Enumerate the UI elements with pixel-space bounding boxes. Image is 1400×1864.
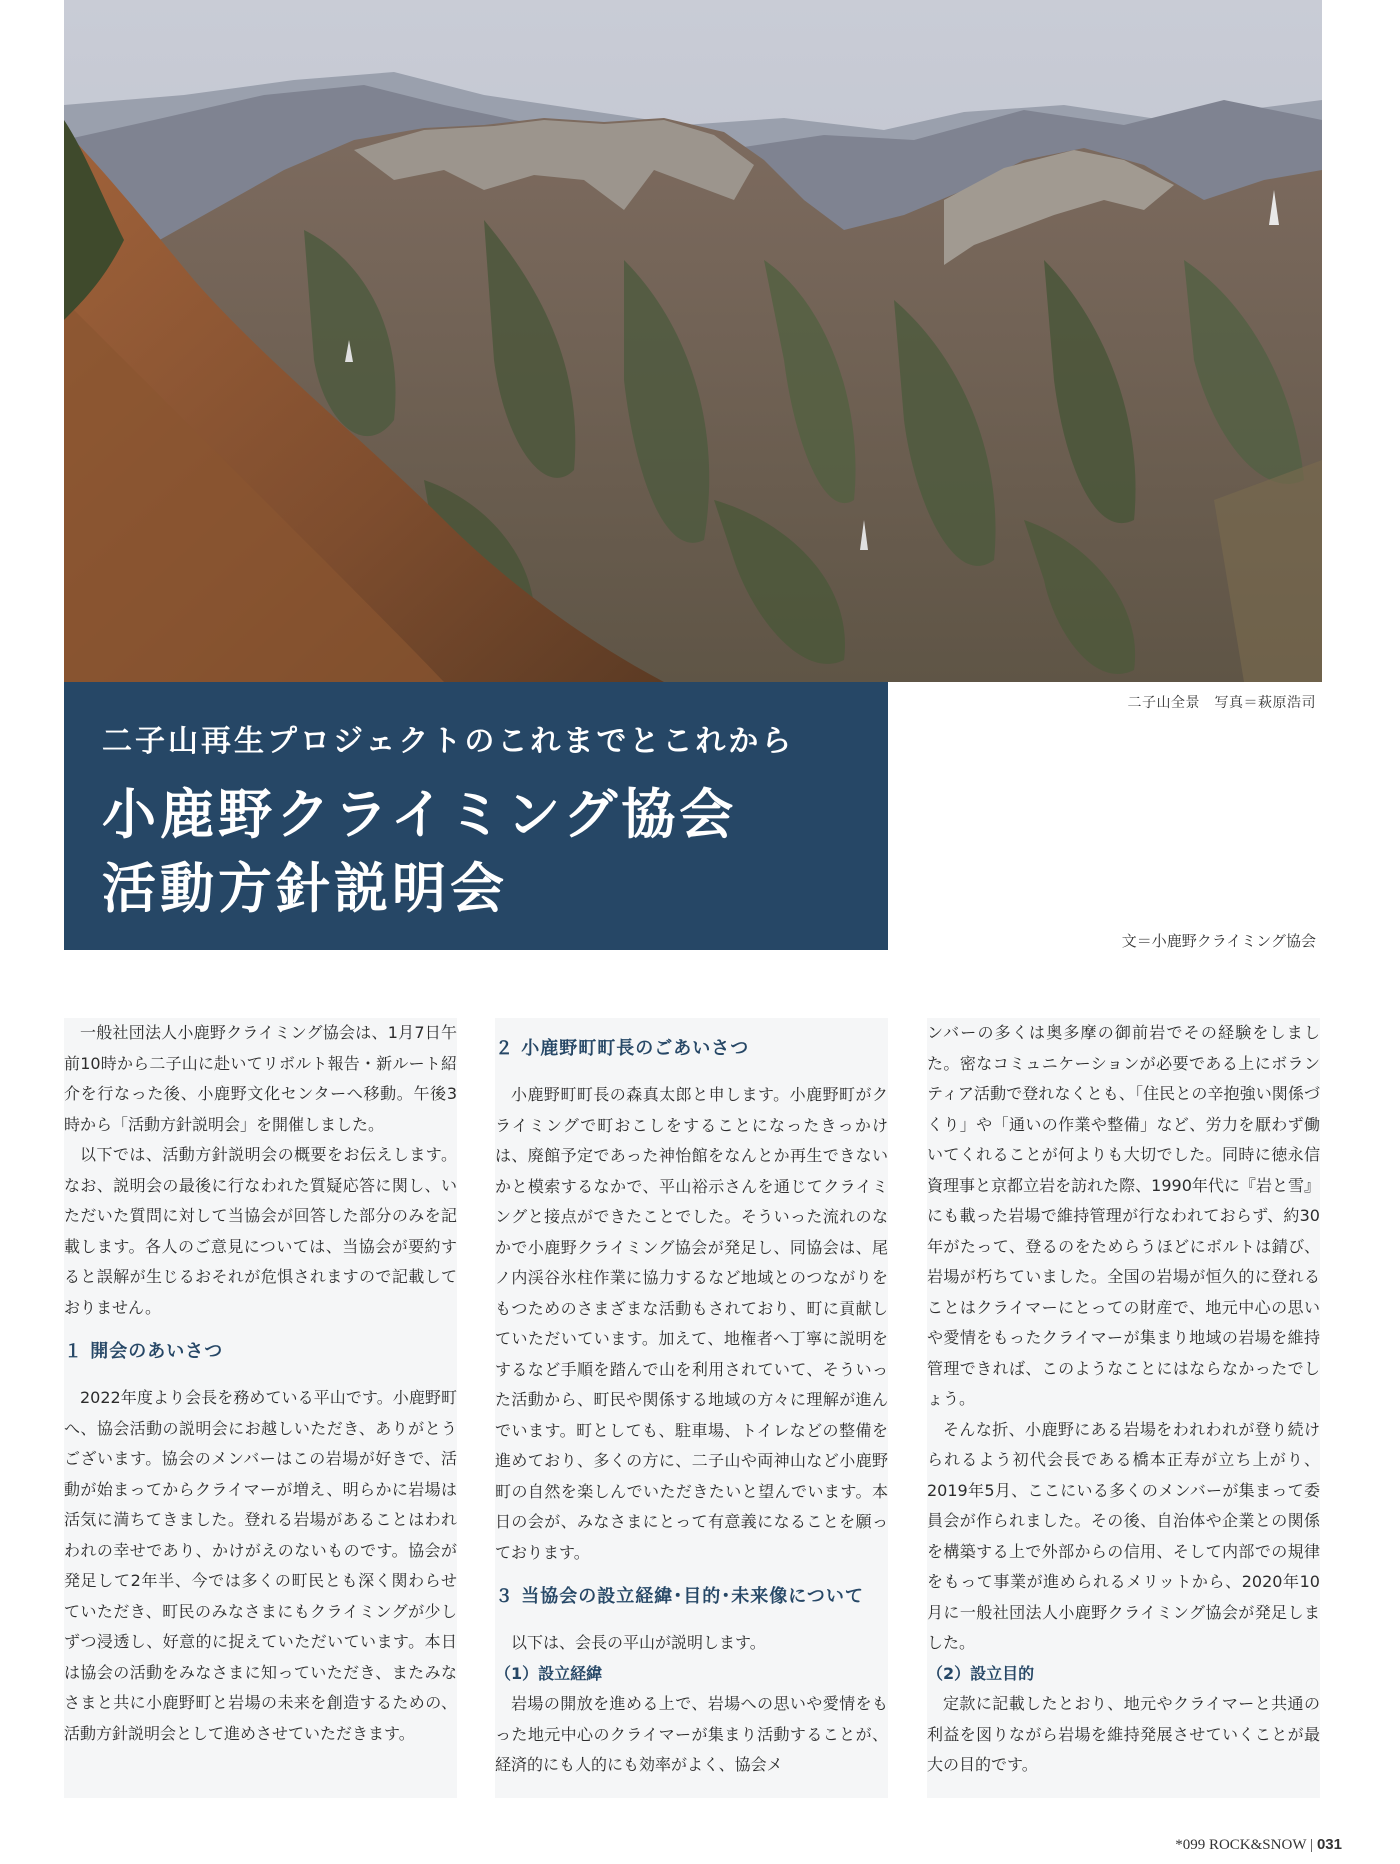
mountain-landscape-image xyxy=(64,0,1322,682)
paragraph: 岩場の開放を進める上で、岩場への思いや愛情をもった地元中心のクライマーが集まり活動することが、経済的にも人的にも効率がよく、協会メ xyxy=(495,1694,888,1774)
title-block xyxy=(64,682,888,950)
article-title-line-1: 小鹿野クライミング協会 xyxy=(102,783,738,846)
article-title-line-2: 活動方針説明会 xyxy=(102,857,508,920)
paragraph: 以下は、会長の平山が説明します。 xyxy=(511,1633,766,1652)
article-kicker: 二子山再生プロジェクトのこれまでとこれから xyxy=(102,724,795,759)
paragraph: そんな折、小鹿野にある岩場をわれわれが登り続けられるよう初代会長である橋本正寿が立ち上がり、2019年5月、ここにいる多くのメンバーが集まって委員会が作られました。その後、自治体や企業との関係を構築する上で外部からの信用、そして内部での規律をもって事業が進められるメリットから、2020年10月に一般社団法人小鹿野クライミング協会が発足しました。 xyxy=(927,1419,1320,1652)
body-column-2 xyxy=(495,1018,888,1798)
page-number: 031 xyxy=(1316,1836,1342,1853)
subheading-founding-history: （1）設立経緯 xyxy=(495,1663,603,1683)
section-heading-3: ３ 当協会の設立経緯･目的･未来像について xyxy=(495,1586,864,1607)
paragraph: 小鹿野町町長の森真太郎と申します。小鹿野町がクライミングで町おこしをすることになったきっかけは、廃館予定であった神怡館をなんとか再生できないかと模索するなかで、平山裕示さんを通じてクライミングと接点ができたことでした。そういった流れのなかで小鹿野クライミング協会が発足し、同協会は、尾ノ内渓谷氷柱作業に協力するなど地域とのつながりをもつためのさまざまな活動もされており、町に貢献していただいています。加えて、地権者へ丁寧に説明をするなど手順を踏んで山を利用されていて、そういった活動から、町民や関係する地域の方々に理解が進んでいます。町としても、駐車場、トイレなどの整備を進めており、多くの方に、二子山や両神山など小鹿野町の自然を楽しんでいただきたいと望んでいます。本日の会が、みなさまにとって有意義になることを願っております。 xyxy=(495,1085,888,1562)
page-footer xyxy=(1175,1836,1342,1854)
paragraph: ンバーの多くは奥多摩の御前岩でその経験をしました。密なコミュニケーションが必要である上にボランティア活動で登れなくとも、「住民との辛抱強い関係づくり」や「通いの作業や整備」など、労力を厭わず働いてくれることが何よりも大切でした。同時に徳永信資理事と京都立岩を訪れた際、1990年代に『岩と雪』にも載った岩場で維持管理が行なわれておらず、約30年がたって、登るのをためらうほどにボルトは錆び、岩場が朽ちていました。全国の岩場が恒久的に登れることはクライマーにとっての財産で、地元中心の思いや愛情をもったクライマーが集まり地域の岩場を維持管理できれば、このようなことにはならなかったでしょう。 xyxy=(927,1023,1320,1408)
section-heading-2: ２ 小鹿野町町長のごあいさつ xyxy=(495,1038,750,1059)
hero-photo xyxy=(64,0,1322,682)
paragraph: 定款に記載したとおり、地元やクライマーと共通の利益を図りながら岩場を維持発展させていくことが最大の目的です。 xyxy=(927,1694,1320,1774)
subheading-founding-purpose: （2）設立目的 xyxy=(927,1663,1035,1683)
body-column-1 xyxy=(64,1018,457,1798)
paragraph: 2022年度より会長を務めている平山です。小鹿野町へ、協会活動の説明会にお越しいただき、ありがとうございます。協会のメンバーはこの岩場が好きで、活動が始まってからクライマーが増え、明らかに岩場は活気に満ちてきました。登れる岩場があることはわれわれの幸せであり、かけがえのないものです。協会が発足して2年半、今では多くの町民とも深く関わらせていただき、町民のみなさまにもクライミングが少しずつ浸透し、好意的に捉えていただいています。本日は協会の活動をみなさまに知っていただき、またみなさまと共に小鹿野町と岩場の未来を創造するための、活動方針説明会として進めさせていただきます。 xyxy=(64,1388,457,1743)
section-heading-1: １ 開会のあいさつ xyxy=(64,1341,224,1362)
byline: 文＝小鹿野クライミング協会 xyxy=(1121,932,1316,950)
photo-caption: 二子山全景 写真＝萩原浩司 xyxy=(1127,695,1316,711)
body-column-3 xyxy=(927,1018,1320,1798)
magazine-issue: *099 ROCK&SNOW | xyxy=(1175,1837,1313,1853)
paragraph: 以下では、活動方針説明会の概要をお伝えします。なお、説明会の最後に行なわれた質疑応答に関し、いただいた質問に対して当協会が回答した部分のみを記載します。各人のご意見については、当協会が要約すると誤解が生じるおそれが危惧されますので記載しておりません。 xyxy=(64,1145,457,1317)
paragraph: 一般社団法人小鹿野クライミング協会は、1月7日午前10時から二子山に赴いてリボルト報告・新ルート紹介を行なった後、小鹿野文化センターへ移動。午後3時から「活動方針説明会」を開催しました。 xyxy=(64,1023,457,1134)
